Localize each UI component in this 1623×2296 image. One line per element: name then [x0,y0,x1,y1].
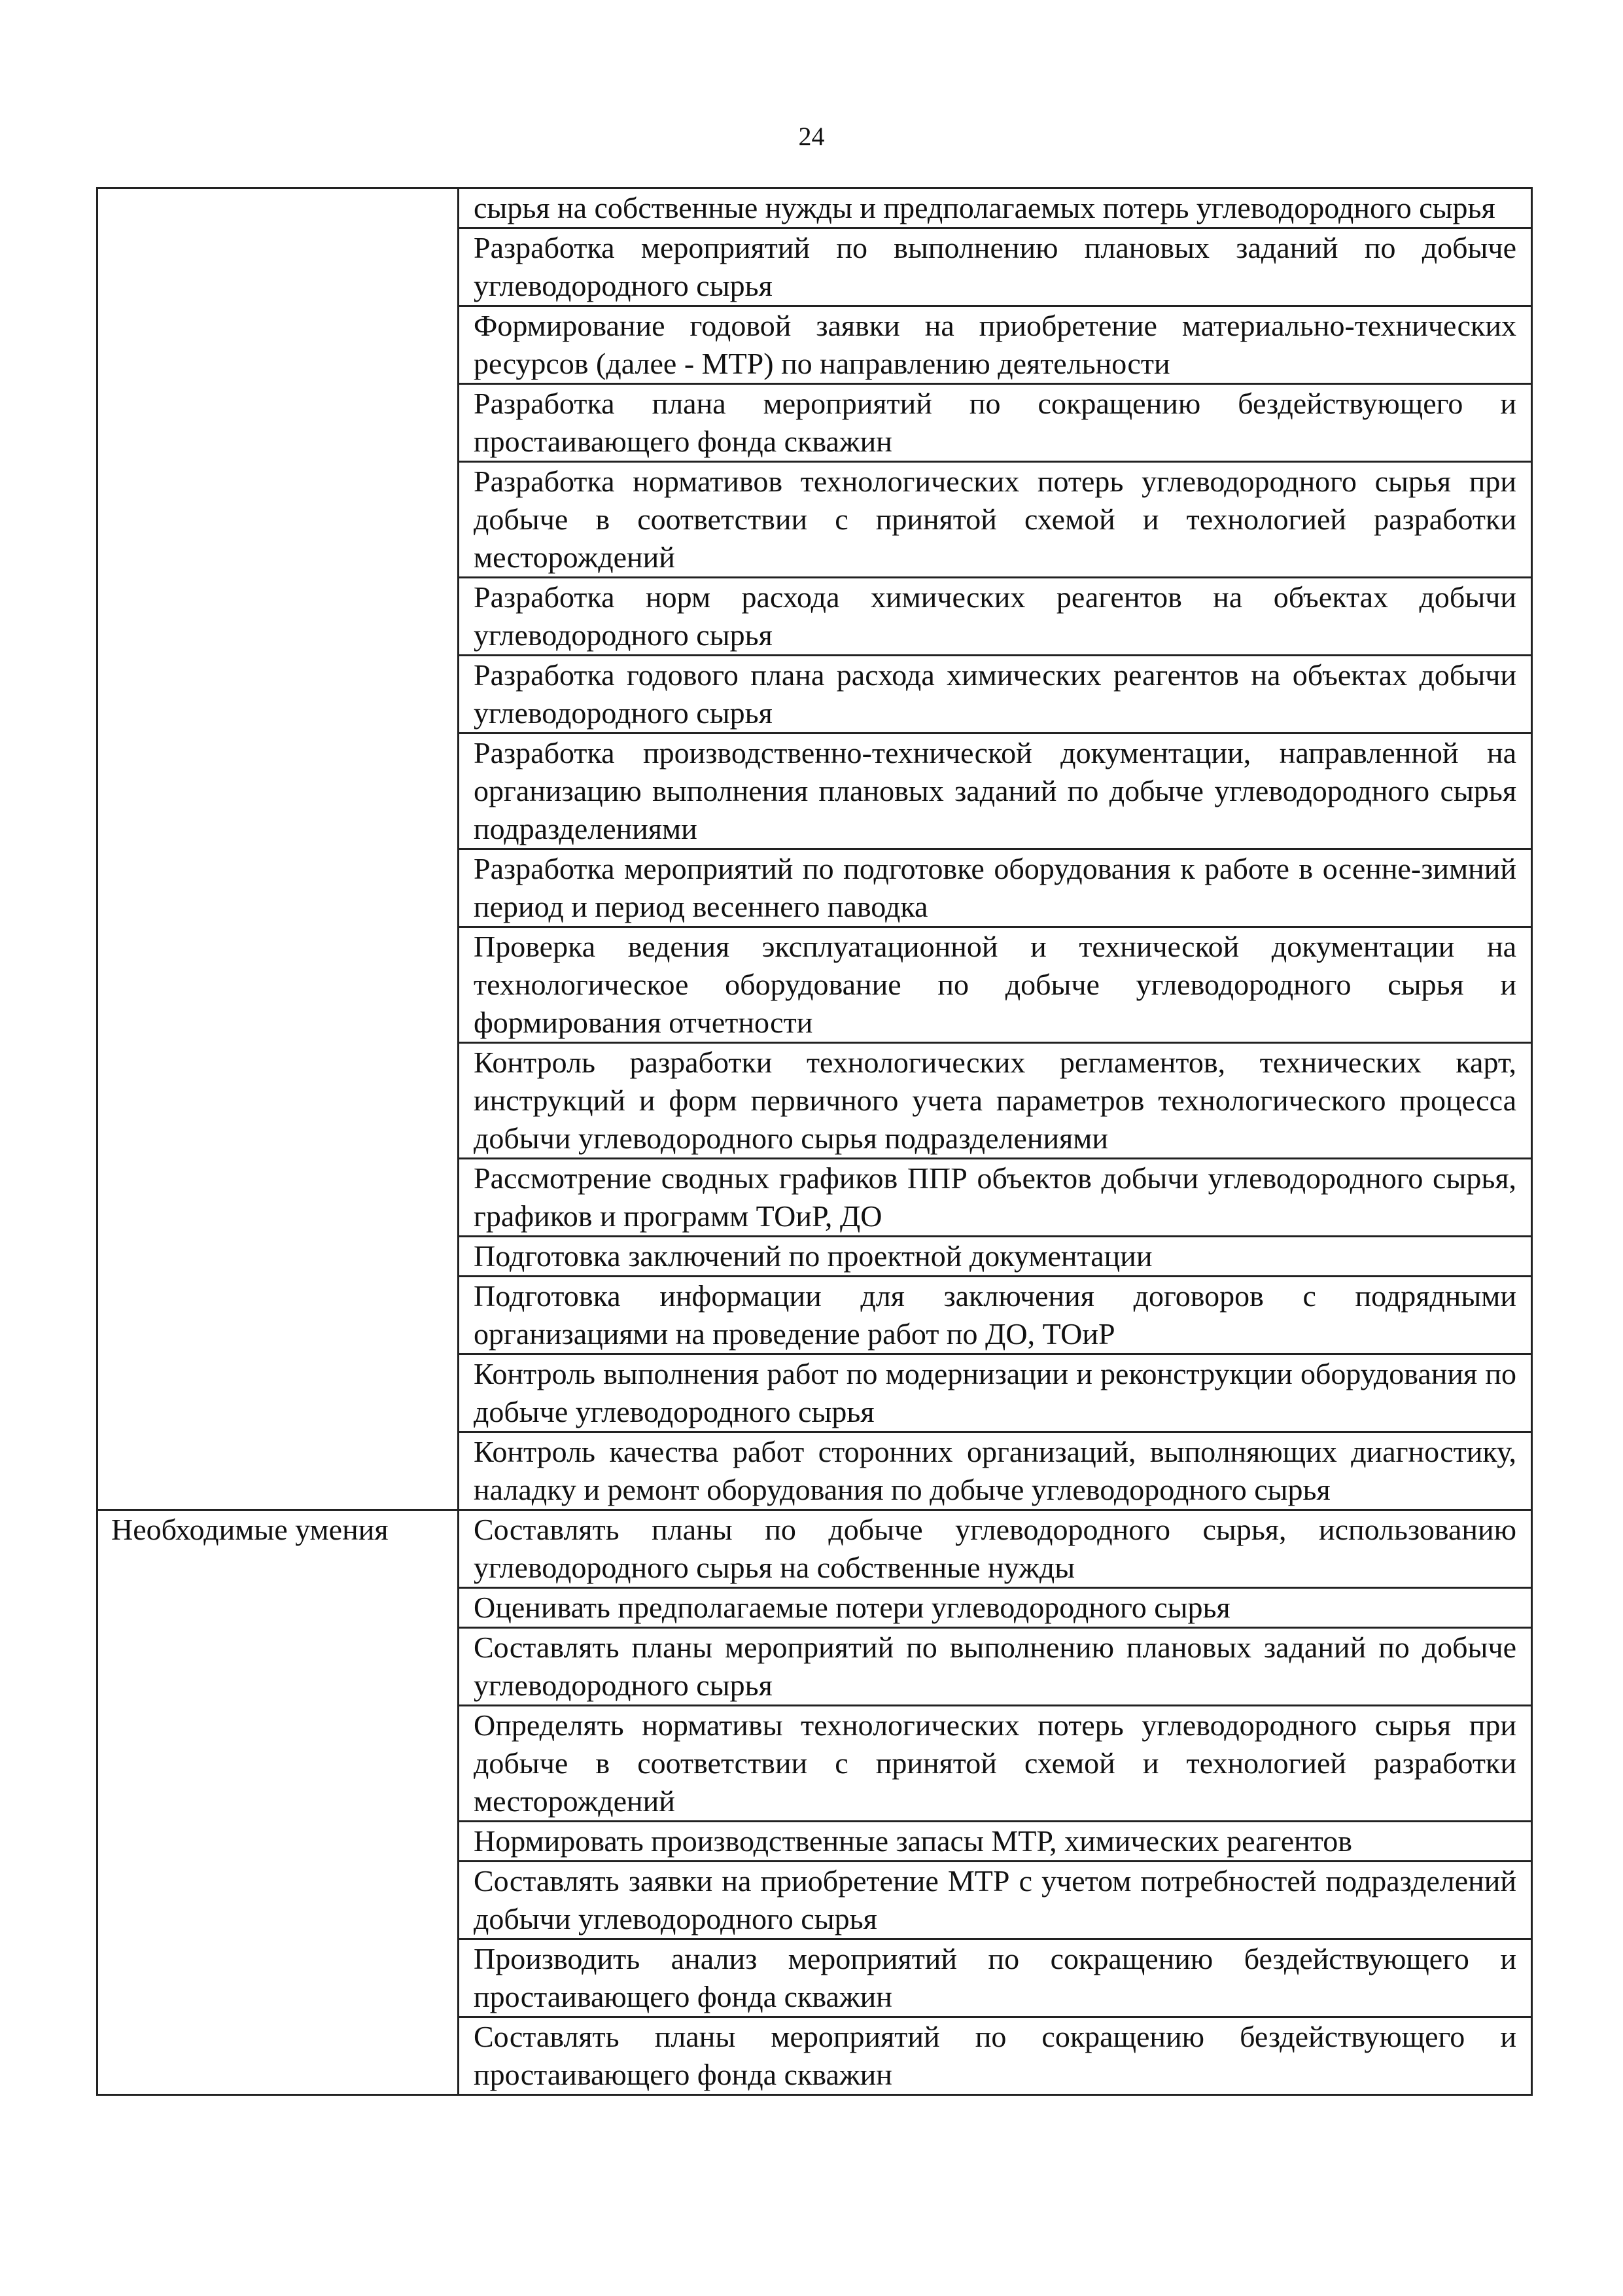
table-cell-item: Разработка производственно-технической документации, направленной на организацию выполнения плановых заданий по добыче углеводородного сырья подразделениями [459,733,1532,849]
table-cell-item: Разработка норм расхода химических реагентов на объектах добычи углеводородного сырья [459,578,1532,656]
table-cell-item: Контроль разработки технологических регламентов, технических карт, инструкций и форм первичного учета параметров технологического процесса добычи углеводородного сырья подразделениями [459,1043,1532,1159]
table-cell-item: Контроль качества работ сторонних организаций, выполняющих диагностику, наладку и ремонт оборудования по добыче углеводородного сырья [459,1432,1532,1510]
page-number: 24 [798,122,825,151]
section-label: Необходимые умения [97,1510,459,2095]
table-cell-item: Составлять планы мероприятий по сокращению бездействующего и простаивающего фонда скважин [459,2017,1532,2095]
table-row [97,188,1532,228]
table-cell-item: сырья на собственные нужды и предполагаемых потерь углеводородного сырья [459,188,1532,228]
table-cell-item: Разработка мероприятий по подготовке оборудования к работе в осенне-зимний период и период весеннего паводка [459,849,1532,927]
table-row [97,1510,1532,1588]
table-cell-item: Рассмотрение сводных графиков ППР объектов добычи углеводородного сырья, графиков и программ ТОиР, ДО [459,1159,1532,1237]
table-cell-item: Формирование годовой заявки на приобретение материально-технических ресурсов (далее - МТР) по направлению деятельности [459,306,1532,384]
table-cell-item: Разработка годового плана расхода химических реагентов на объектах добычи углеводородного сырья [459,656,1532,733]
table-cell-item: Оценивать предполагаемые потери углеводородного сырья [459,1588,1532,1628]
table-cell-item: Подготовка информации для заключения договоров с подрядными организациями на проведение работ по ДО, ТОиР [459,1277,1532,1354]
table-cell-item: Контроль выполнения работ по модернизации и реконструкции оборудования по добыче углеводородного сырья [459,1354,1532,1432]
table-cell-item: Производить анализ мероприятий по сокращению бездействующего и простаивающего фонда скважин [459,1939,1532,2017]
table-cell-item: Разработка нормативов технологических потерь углеводородного сырья при добыче в соответствии с принятой схемой и технологией разработки месторождений [459,462,1532,578]
table-cell-item: Разработка мероприятий по выполнению плановых заданий по добыче углеводородного сырья [459,228,1532,306]
table-cell-item: Разработка плана мероприятий по сокращению бездействующего и простаивающего фонда скважин [459,384,1532,462]
table-cell-item: Составлять планы мероприятий по выполнению плановых заданий по добыче углеводородного сырья [459,1628,1532,1706]
table-cell-item: Нормировать производственные запасы МТР, химических реагентов [459,1822,1532,1862]
competency-table [96,187,1533,2096]
table-cell-item: Составлять заявки на приобретение МТР с учетом потребностей подразделений добычи углеводородного сырья [459,1862,1532,1939]
table-cell-item: Определять нормативы технологических потерь углеводородного сырья при добыче в соответствии с принятой схемой и технологией разработки месторождений [459,1706,1532,1822]
section-label-continued [97,188,459,1510]
table-cell-item: Подготовка заключений по проектной документации [459,1237,1532,1277]
table-cell-item: Проверка ведения эксплуатационной и технической документации на технологическое оборудование по добыче углеводородного сырья и формирования отчетности [459,927,1532,1043]
table-cell-item: Составлять планы по добыче углеводородного сырья, использованию углеводородного сырья на собственные нужды [459,1510,1532,1588]
